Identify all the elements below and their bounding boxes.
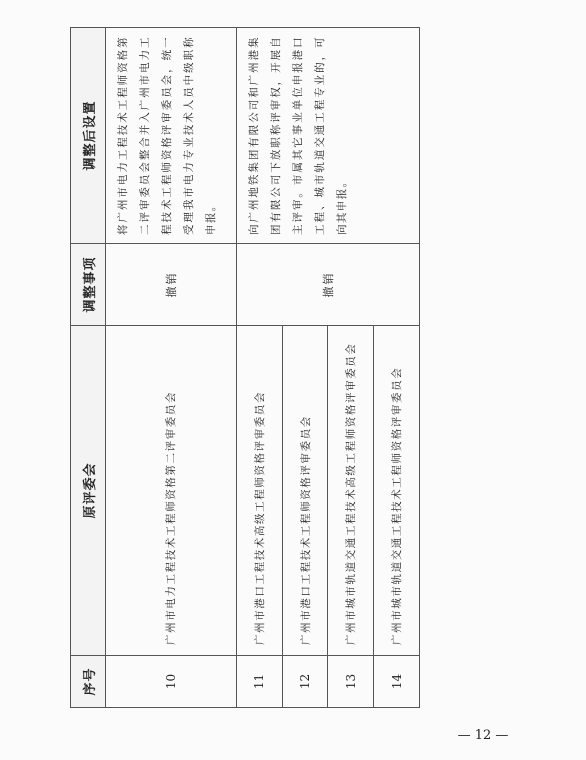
row-action: 撤销	[236, 244, 419, 326]
row-number: 13	[328, 656, 374, 708]
row-committee: 广州市港口工程技术高级工程师资格评审委员会	[236, 326, 282, 656]
header-action: 调整事项	[71, 244, 106, 326]
page-number: — 12 —	[457, 728, 509, 743]
table-row	[236, 28, 282, 708]
header-setting: 调整后设置	[71, 28, 106, 244]
rotated-table-wrapper	[70, 28, 420, 708]
row-committee: 广州市电力工程技术工程师资格第二评审委员会	[106, 326, 237, 656]
table-row	[106, 28, 237, 708]
row-setting: 向广州地铁集团有限公司和广州港集团有限公司下放职称评审权，开展自主评审。市属其它事业单位申报港口工程、城市轨道交通工程专业的，可向其申报。	[236, 28, 419, 244]
row-number: 11	[236, 656, 282, 708]
row-committee: 广州市城市轨道交通工程技术高级工程师资格评审委员会	[328, 326, 374, 656]
row-number: 10	[106, 656, 237, 708]
header-committee: 原评委会	[71, 326, 106, 656]
adjustment-table	[70, 27, 420, 708]
header-number: 序号	[71, 656, 106, 708]
row-committee: 广州市港口工程技术工程师资格评审委员会	[282, 326, 328, 656]
row-committee: 广州市城市轨道交通工程技术工程师资格评审委员会	[374, 326, 420, 656]
row-setting: 将广州市电力工程技术工程师资格第二评审委员会整合并入广州市电力工程技术工程师资格评审委员会，统一受理我市电力专业技术人员中级职称申报。	[106, 28, 237, 244]
row-action: 撤销	[106, 244, 237, 326]
table-header-row	[71, 28, 106, 708]
row-number: 12	[282, 656, 328, 708]
row-number: 14	[374, 656, 420, 708]
